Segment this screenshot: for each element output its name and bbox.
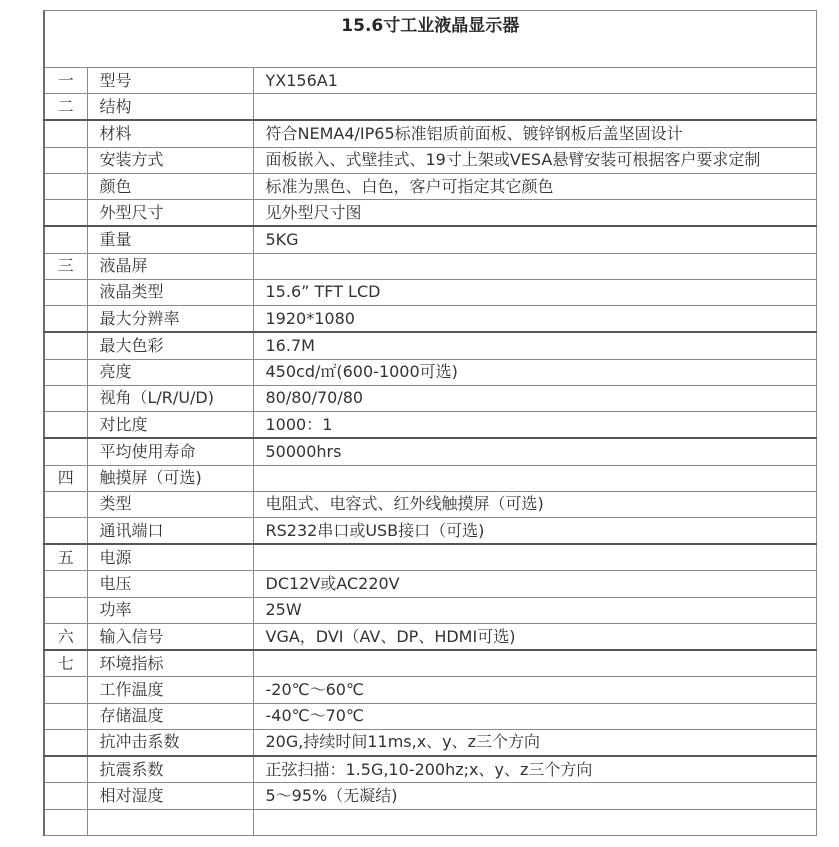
section-number [44,306,87,333]
spec-label: 相对湿度 [87,783,253,809]
spec-value: 15.6” TFT LCD [253,279,816,305]
section-number [44,279,87,305]
spec-value: DC12V或AC220V [253,571,816,597]
spec-value: 1000：1 [253,412,816,439]
spec-value: 16.7M [253,332,816,359]
spec-label: 视角（L/R/U/D) [87,385,253,411]
spec-value: RS232串口或USB接口（可选) [253,517,816,544]
section-number: 七 [44,650,87,677]
spec-label: 平均使用寿命 [87,438,253,465]
table-row [44,571,816,597]
spec-value: 面板嵌入、式壁挂式、19寸上架或VESA悬臂安装可根据客户要求定制 [253,147,816,173]
spec-value: -40℃～70℃ [253,703,816,729]
spec-label: 抗冲击系数 [87,729,253,756]
spec-label: 材料 [87,120,253,147]
table-row [44,544,816,571]
spec-label: 类型 [87,491,253,517]
table-title: 15.6寸工业液晶显示器 [44,11,816,68]
table-row [44,465,816,491]
spec-label: 外型尺寸 [87,200,253,227]
table-row [44,438,816,465]
spec-label [87,809,253,835]
spec-value [253,253,816,279]
section-number: 四 [44,465,87,491]
spec-label: 型号 [87,68,253,94]
spec-value: 1920*1080 [253,306,816,333]
table-row [44,120,816,147]
table-row [44,703,816,729]
spec-label: 最大色彩 [87,332,253,359]
section-number: 二 [44,94,87,121]
spec-label: 触摸屏（可选) [87,465,253,491]
spec-value: 80/80/70/80 [253,385,816,411]
section-number [44,677,87,703]
table-row [44,359,816,385]
section-number [44,756,87,783]
section-number [44,359,87,385]
section-number [44,385,87,411]
section-number [44,438,87,465]
spec-value: 50000hrs [253,438,816,465]
spec-label: 输入信号 [87,623,253,650]
spec-label: 对比度 [87,412,253,439]
table-row [44,809,816,835]
section-number [44,147,87,173]
table-row [44,253,816,279]
spec-value: 见外型尺寸图 [253,200,816,227]
spec-value: VGA，DVI（AV、DP、HDMI可选) [253,623,816,650]
section-number [44,517,87,544]
spec-label: 电源 [87,544,253,571]
table-row [44,756,816,783]
table-row [44,650,816,677]
title-row [44,11,816,68]
spec-label: 抗震系数 [87,756,253,783]
spec-table [43,10,817,836]
spec-label: 通讯端口 [87,517,253,544]
spec-value: 5～95%（无凝结) [253,783,816,809]
section-number [44,809,87,835]
section-number: 三 [44,253,87,279]
spec-label: 安装方式 [87,147,253,173]
table-row [44,332,816,359]
section-number [44,783,87,809]
section-number: 五 [44,544,87,571]
spec-value: 电阻式、电容式、红外线触摸屏（可选) [253,491,816,517]
spec-value [253,465,816,491]
spec-label: 工作温度 [87,677,253,703]
spec-value: 5KG [253,226,816,253]
section-number [44,729,87,756]
section-number [44,412,87,439]
table-row [44,623,816,650]
table-row [44,412,816,439]
section-number [44,200,87,227]
section-number [44,703,87,729]
spec-value: 25W [253,597,816,623]
section-number: 一 [44,68,87,94]
spec-label: 液晶屏 [87,253,253,279]
spec-label: 功率 [87,597,253,623]
table-row [44,68,816,94]
spec-value: 20G,持续时间11ms,x、y、z三个方向 [253,729,816,756]
table-row [44,517,816,544]
spec-value [253,809,816,835]
spec-value: YX156A1 [253,68,816,94]
spec-value: 符合NEMA4/IP65标准铝质前面板、镀锌钢板后盖坚固设计 [253,120,816,147]
section-number [44,120,87,147]
spec-label: 最大分辨率 [87,306,253,333]
spec-label: 重量 [87,226,253,253]
spec-label: 环境指标 [87,650,253,677]
table-row [44,279,816,305]
table-row [44,597,816,623]
table-row [44,385,816,411]
section-number [44,332,87,359]
section-number [44,597,87,623]
spec-label: 结构 [87,94,253,121]
table-row [44,94,816,121]
table-row [44,729,816,756]
spec-label: 颜色 [87,173,253,199]
spec-table-body [44,11,816,836]
spec-label: 亮度 [87,359,253,385]
spec-value: 正弦扫描：1.5G,10-200hz;x、y、z三个方向 [253,756,816,783]
spec-label: 存储温度 [87,703,253,729]
table-row [44,200,816,227]
section-number: 六 [44,623,87,650]
spec-value: -20℃～60℃ [253,677,816,703]
table-row [44,677,816,703]
spec-value: 450cd/㎡(600-1000可选) [253,359,816,385]
section-number [44,226,87,253]
table-row [44,226,816,253]
spec-value [253,94,816,121]
table-row [44,491,816,517]
table-row [44,783,816,809]
spec-label: 液晶类型 [87,279,253,305]
section-number [44,571,87,597]
spec-value [253,544,816,571]
table-row [44,306,816,333]
spec-value: 标准为黑色、白色，客户可指定其它颜色 [253,173,816,199]
section-number [44,173,87,199]
spec-label: 电压 [87,571,253,597]
table-row [44,173,816,199]
table-row [44,147,816,173]
spec-value [253,650,816,677]
section-number [44,491,87,517]
